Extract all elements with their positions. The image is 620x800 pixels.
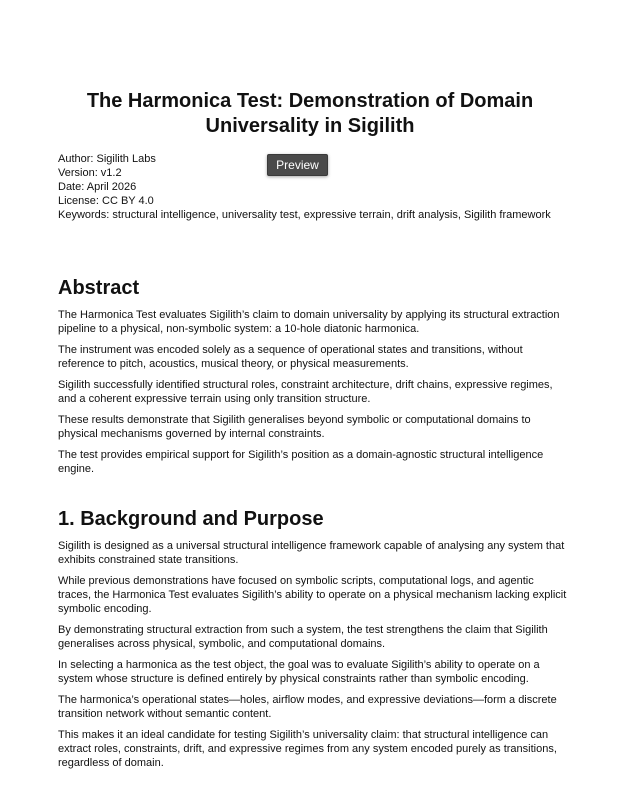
meta-keywords: Keywords: structural intelligence, universality test, expressive terrain, drift analysis, Sigilith framework xyxy=(58,209,551,221)
preview-button[interactable]: Preview xyxy=(267,154,328,176)
abstract-paragraph: The instrument was encoded solely as a sequence of operational states and transitions, without reference to pitch, acoustics, musical theory, or physical measurements. xyxy=(58,344,523,370)
background-paragraph: While previous demonstrations have focused on symbolic scripts, computational logs, and agentic traces, the Harmonica Test evaluates Sigilith’s ability to operate on a physical mechanism lacking explicit symbolic encoding. xyxy=(58,575,567,615)
background-paragraph: This makes it an ideal candidate for testing Sigilith’s universality claim: that structural intelligence can extract roles, constraints, drift, and expressive regimes from any system encoded purely as transitions, regardless of domain. xyxy=(58,729,557,769)
meta-version: Version: v1.2 xyxy=(58,167,122,179)
abstract-paragraph: The test provides empirical support for Sigilith’s position as a domain-agnostic structural intelligence engine. xyxy=(58,449,544,475)
abstract-heading: Abstract xyxy=(58,277,140,299)
abstract-paragraph: Sigilith successfully identified structural roles, constraint architecture, drift chains, expressive regimes, and a coherent expressive terrain using only transition structure. xyxy=(58,379,553,405)
background-paragraph: In selecting a harmonica as the test object, the goal was to evaluate Sigilith’s ability to operate on a system whose structure is defined entirely by physical constraints rather than symbolic encoding. xyxy=(58,659,540,685)
background-paragraph: Sigilith is designed as a universal structural intelligence framework capable of analysing any system that exhibits constrained state transitions. xyxy=(58,540,565,566)
background-paragraph: By demonstrating structural extraction from such a system, the test strengthens the claim that Sigilith generalises across physical, symbolic, and computational domains. xyxy=(58,624,548,650)
meta-author: Author: Sigilith Labs xyxy=(58,153,156,165)
background-paragraph: The harmonica’s operational states—holes, airflow modes, and expressive deviations—form a discrete transition network without semantic content. xyxy=(58,694,557,720)
abstract-paragraph: The Harmonica Test evaluates Sigilith’s claim to domain universality by applying its structural extraction pipeline to a physical, non-symbolic system: a 10-hole diatonic harmonica. xyxy=(58,309,560,335)
background-heading: 1. Background and Purpose xyxy=(58,508,324,530)
abstract-section xyxy=(58,275,568,483)
page-title: The Harmonica Test: Demonstration of Domain Universality in Sigilith xyxy=(86,90,534,137)
meta-license: License: CC BY 4.0 xyxy=(58,195,154,207)
background-section xyxy=(58,506,568,777)
meta-date: Date: April 2026 xyxy=(58,181,137,193)
abstract-paragraph: These results demonstrate that Sigilith generalises beyond symbolic or computational domains to physical mechanisms governed by internal constraints. xyxy=(58,414,531,440)
